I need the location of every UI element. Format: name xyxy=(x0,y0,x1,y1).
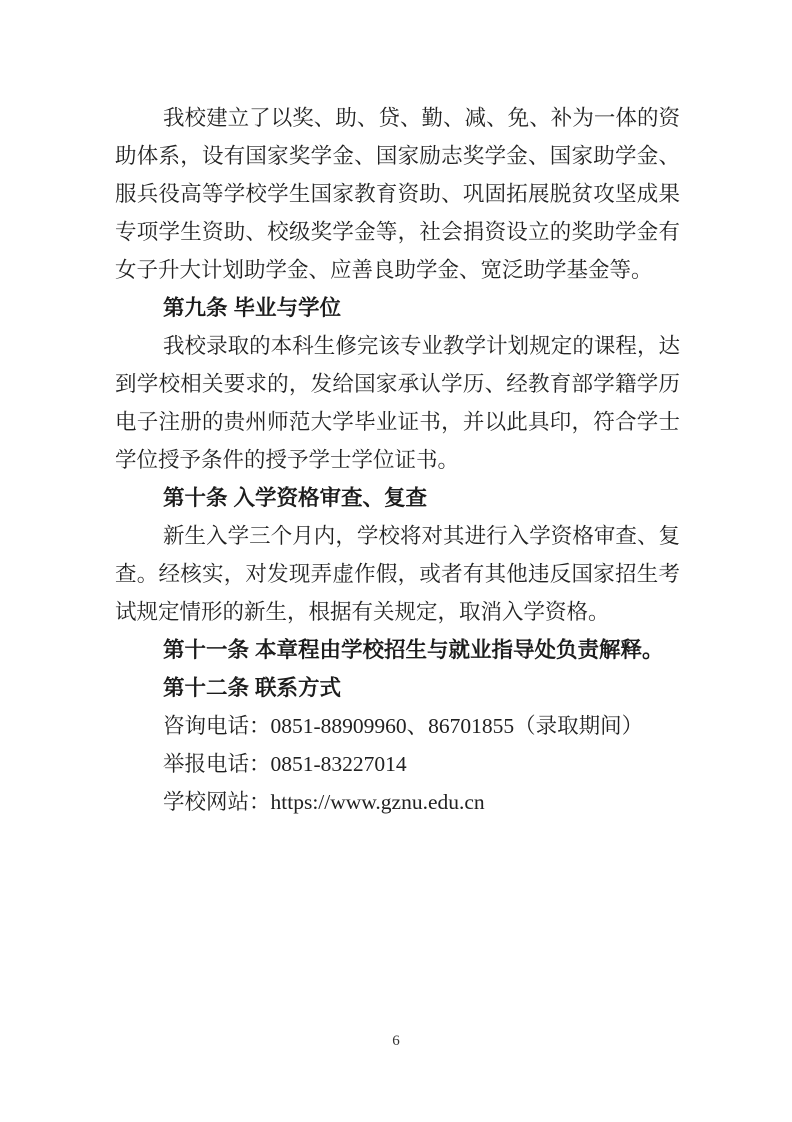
heading-article-11: 第十一条 本章程由学校招生与就业指导处负责解释。 xyxy=(163,638,664,662)
page-number: 6 xyxy=(392,1033,400,1049)
heading-article-12: 第十二条 联系方式 xyxy=(163,676,341,700)
contact-website-url: 学校网站：https://www.gznu.edu.cn xyxy=(163,790,485,814)
contact-report-phone: 举报电话：0851-83227014 xyxy=(163,752,407,776)
heading-article-10: 第十条 入学资格审查、复查 xyxy=(163,486,427,510)
paragraph-financial-aid: 我校建立了以奖、助、贷、勤、减、免、补为一体的资助体系，设有国家奖学金、国家励志奖学金、国家助学金、服兵役高等学校学生国家教育资助、巩固拓展脱贫攻坚成果专项学生资助、校级奖学金等，社会捐资设立的奖助学金有女子升大计划助学金、应善良助学金、宽泛助学基金等。 xyxy=(115,106,680,282)
heading-article-9: 第九条 毕业与学位 xyxy=(163,296,341,320)
paragraph-qualification-review: 新生入学三个月内，学校将对其进行入学资格审查、复查。经核实，对发现弄虚作假，或者有其他违反国家招生考试规定情形的新生，根据有关规定，取消入学资格。 xyxy=(115,524,680,624)
contact-consult-phone: 咨询电话：0851-88909960、86701855（录取期间） xyxy=(163,714,644,738)
document-content xyxy=(115,99,680,821)
paragraph-graduation-degree: 我校录取的本科生修完该专业教学计划规定的课程，达到学校相关要求的，发给国家承认学历、经教育部学籍学历电子注册的贵州师范大学毕业证书，并以此具印，符合学士学位授予条件的授予学士学位证书。 xyxy=(115,334,680,472)
